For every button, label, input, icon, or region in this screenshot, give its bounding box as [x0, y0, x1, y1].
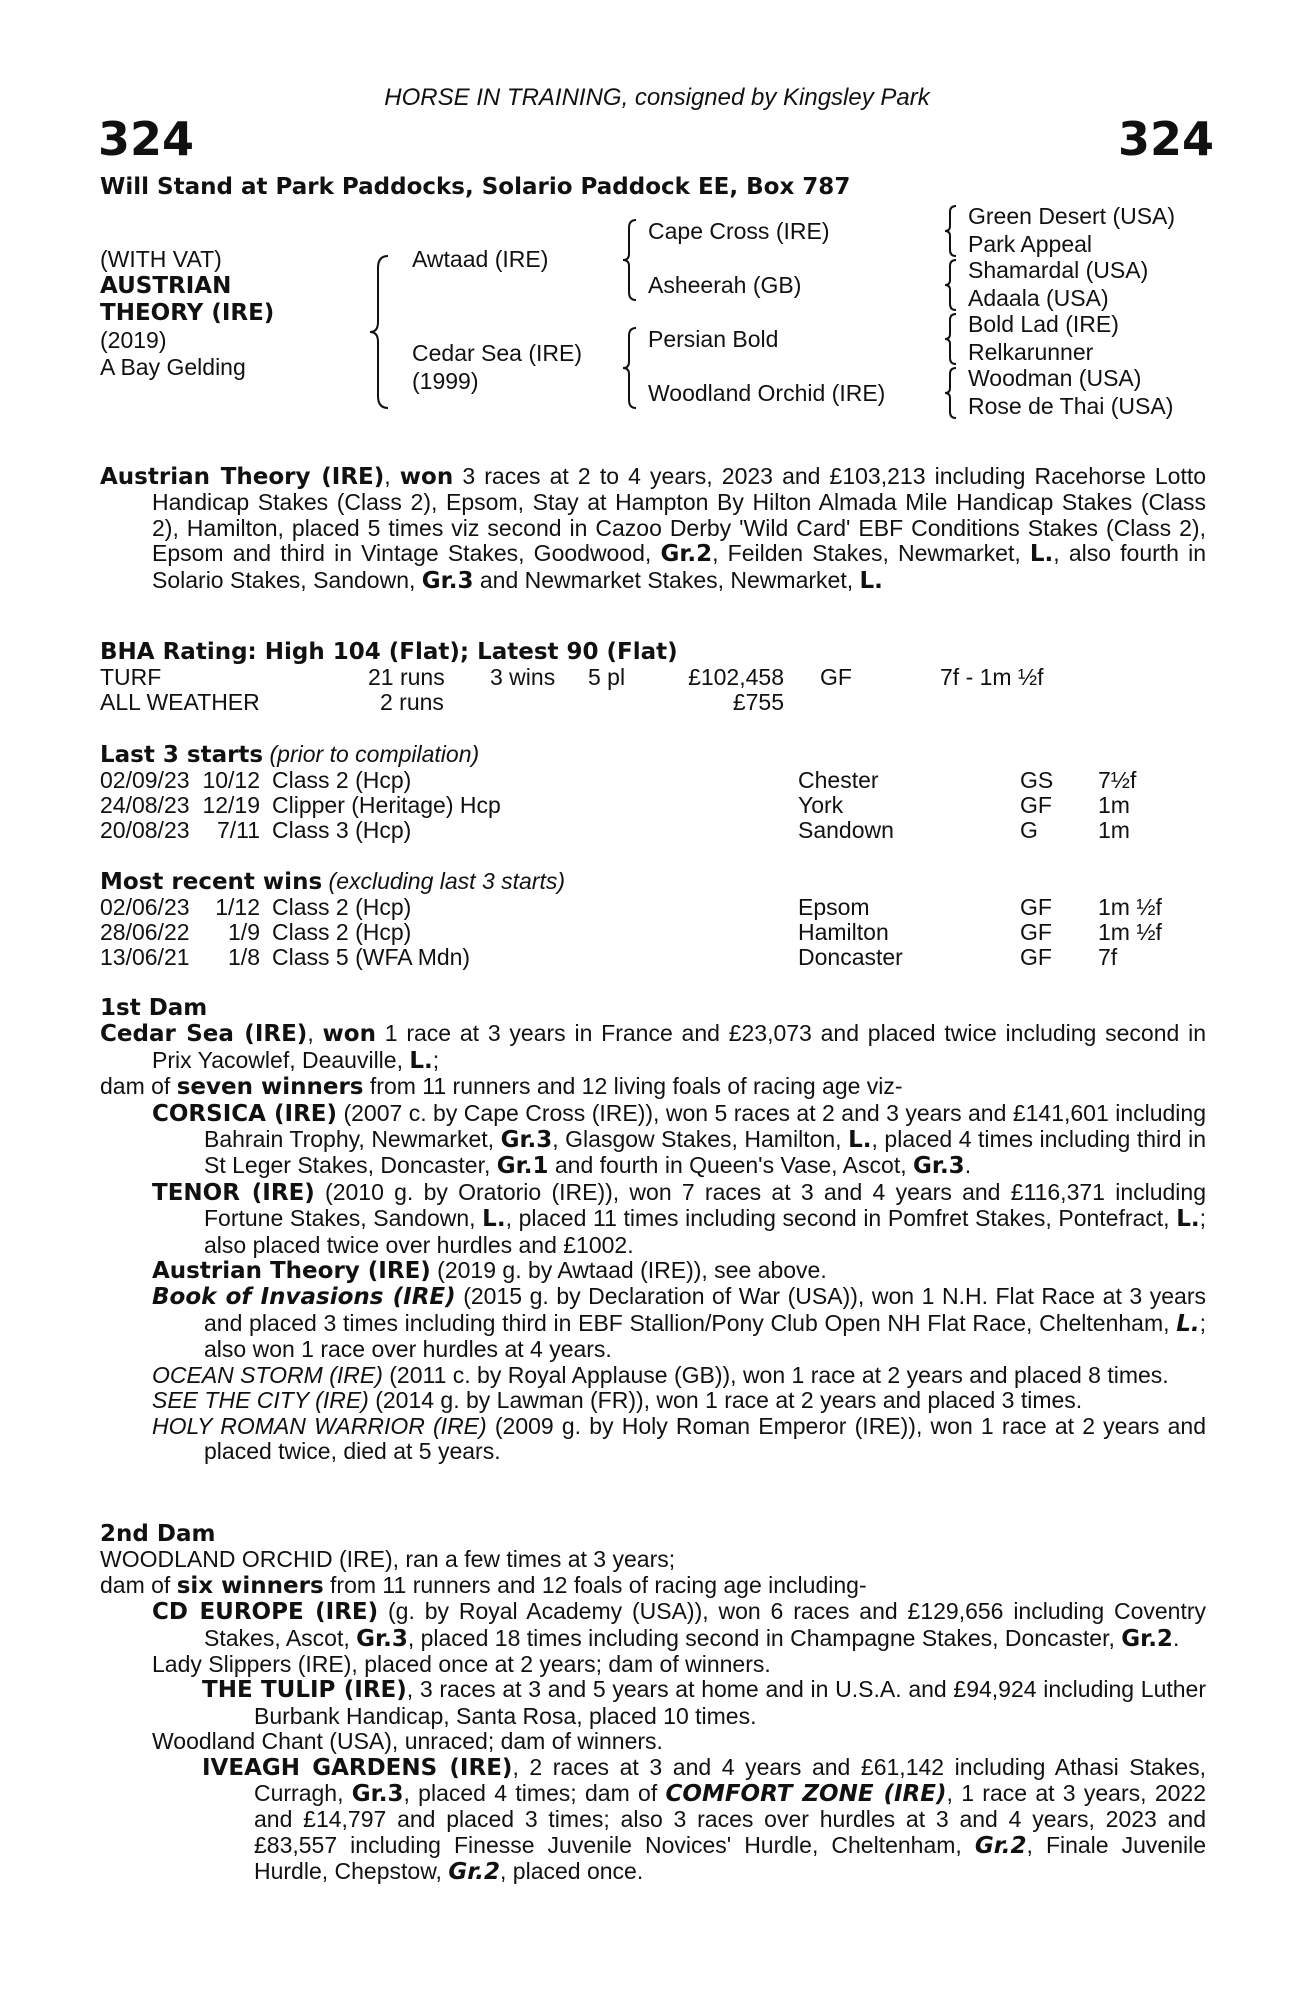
record-text: (2010 g. by Oratorio (IRE)), won 7 races at 3 and 4 years and £116,371 including Fortune Stakes, Sandown, — [204, 1178, 1206, 1232]
second-dam-section — [100, 1522, 1206, 1886]
run-distance: 1m — [1098, 817, 1130, 843]
record-text: dam of — [100, 1571, 177, 1598]
grade-label: Gr.3 — [351, 1781, 404, 1808]
first-dam-section — [100, 996, 1206, 1464]
produce-book-of-invasions — [100, 1284, 1206, 1362]
produce-corsica — [100, 1101, 1206, 1180]
record-text: from 11 runners and 12 foals of racing age including- — [323, 1571, 867, 1598]
run-race: Clipper (Heritage) Hcp — [272, 792, 501, 818]
run-race: Class 2 (Hcp) — [272, 767, 412, 793]
produce-name: IVEAGH GARDENS (IRE) — [202, 1754, 513, 1781]
run-course: Doncaster — [798, 944, 903, 970]
produce-woodland-chant: Woodland Chant (USA), unraced; dam of winners. — [152, 1728, 663, 1755]
produce-name: Austrian Theory (IRE) — [152, 1258, 431, 1285]
rating-placed — [588, 690, 684, 715]
table-row — [100, 920, 1162, 945]
record-text: , 3 races at 3 and 5 years at home and in U.S.A. and £94,924 including Luther Burbank Handicap, Santa Rosa, placed 10 times. — [254, 1676, 1206, 1729]
record-text: , Glasgow Stakes, Hamilton, — [552, 1126, 849, 1153]
listed-label: L. — [409, 1047, 433, 1074]
horse-name-line1: AUSTRIAN — [100, 273, 232, 299]
run-going: G — [1020, 817, 1038, 843]
summary-paragraph: Austrian Theory (IRE), won 3 races at 2 to 4 years, 2023 and £103,213 including Racehorse Lotto Handicap Stakes (Class 2), Epsom, Stay at Hampton By Hilton Almada Mile Handicap Stakes (Class 2), Hamilton, placed 5 times viz second in Cazoo Derby 'Wild Card' EBF Conditions Stakes (Class 2), Epsom and third in Vintage Stakes, Goodwood, Gr.2, Feilden Stakes, Newmarket, L., also fourth in Solario Stakes, Sandown, Gr.3 and Newmarket Stakes, Newmarket, L. — [100, 463, 1207, 594]
produce-name: CD EUROPE (IRE) — [152, 1599, 379, 1626]
second-dam-produce-summary — [100, 1573, 1206, 1599]
produce-name: HOLY ROMAN WARRIOR (IRE) — [152, 1412, 487, 1439]
rating-heading: BHA Rating: High 104 (Flat); Latest 90 (Flat) — [100, 639, 678, 665]
run-date: 20/08/23 — [100, 817, 190, 843]
produce-name: Book of Invasions (IRE) — [152, 1284, 456, 1311]
run-date: 13/06/21 — [100, 944, 190, 970]
rating-placed: 5 pl — [588, 664, 626, 690]
rating-surface: ALL WEATHER — [100, 689, 260, 715]
run-going: GS — [1020, 767, 1054, 793]
catalogue-header: HORSE IN TRAINING, consigned by Kingsley Park — [384, 84, 930, 111]
record-text: (2011 c. by Royal Applause (GB)), won 1 race at 2 years and placed 8 times. — [382, 1361, 1169, 1388]
pedigree-brace-g3-2 — [942, 258, 960, 312]
pedigree-brace-dam — [620, 326, 640, 410]
produce-the-tulip — [100, 1677, 1206, 1729]
record-text: (2009 g. by Holy Roman Emperor (IRE)), won 1 race at 2 years and placed twice, died at 5 years. — [204, 1412, 1206, 1464]
rating-prize: £102,458 — [688, 664, 784, 690]
recent-wins-section — [100, 869, 1162, 970]
run-race: Class 2 (Hcp) — [272, 919, 412, 945]
table-row — [100, 768, 1136, 793]
produce-austrian-theory — [100, 1258, 1206, 1284]
listed-label: L. — [1176, 1206, 1200, 1233]
run-distance: 1m ½f — [1098, 919, 1162, 945]
stand-location: Will Stand at Park Paddocks, Solario Paddock EE, Box 787 — [100, 174, 851, 200]
run-going: GF — [1020, 919, 1052, 945]
run-distance: 7f — [1098, 944, 1118, 970]
produce-holy-roman-warrior — [100, 1414, 1206, 1465]
summary-text: , also fourth in Solario Stakes, Sandown, — [152, 540, 1206, 593]
last-starts-table — [100, 768, 1136, 843]
first-dam-heading: 1st Dam — [100, 995, 208, 1021]
grade-label: Gr.3 — [356, 1625, 408, 1652]
run-race: Class 5 (WFA Mdn) — [272, 944, 471, 970]
run-date: 02/06/23 — [100, 894, 190, 920]
record-text: , 2 races at 3 and 4 years and £61,142 including Athasi Stakes, Curragh, — [254, 1753, 1206, 1807]
lot-number-right: 324 — [1117, 112, 1214, 166]
record-text: 1 race at 3 years in France and £23,073 and placed twice including second in Prix Yacowlef, Deauville, — [152, 1020, 1207, 1073]
pedigree-ddd: Rose de Thai (USA) — [968, 393, 1174, 419]
table-row — [100, 895, 1162, 920]
record-text: ; — [432, 1046, 440, 1073]
run-race: Class 3 (Hcp) — [272, 817, 412, 843]
record-text: , 1 race at 3 years, 2022 and £14,797 and placed 3 times; also 3 races over hurdles at 3 and 4 years, 2023 and £83,557 including Finesse Juvenile Novices' Hurdle, Cheltenham, — [254, 1780, 1206, 1858]
pedigree-brace-g3-1 — [942, 204, 960, 258]
grade-label: Gr.3 — [421, 567, 474, 594]
record-text: and fourth in Queen's Vase, Ascot, — [548, 1152, 913, 1179]
record-text: ; also won 1 race over hurdles at 4 years. — [204, 1309, 1206, 1363]
grade-label: Gr.2 — [974, 1832, 1027, 1859]
produce-name: COMFORT ZONE (IRE) — [665, 1781, 947, 1808]
produce-tenor — [100, 1180, 1206, 1258]
rating-prize: £755 — [732, 689, 784, 715]
pedigree-ssd: Park Appeal — [968, 231, 1093, 257]
run-course: Chester — [798, 767, 879, 793]
rating-going — [784, 690, 940, 715]
second-dam-record: WOODLAND ORCHID (IRE), ran a few times at 3 years; — [100, 1546, 676, 1573]
record-text: , placed 4 times; dam of — [403, 1780, 666, 1807]
winners-count: seven winners — [176, 1074, 364, 1101]
rating-wins — [490, 690, 588, 715]
recent-wins-note: (excluding last 3 starts) — [322, 868, 566, 894]
run-position: 10/12 — [202, 767, 260, 793]
record-text: , placed once. — [500, 1858, 644, 1885]
last-starts-section — [100, 742, 1136, 843]
vat-note: (WITH VAT) — [100, 246, 222, 272]
rating-runs: 2 runs — [380, 689, 444, 715]
produce-name: TENOR (IRE) — [152, 1179, 315, 1206]
pedigree-sire-dam: Asheerah (GB) — [648, 272, 802, 298]
horse-year: (2019) — [100, 327, 167, 353]
run-course: Epsom — [798, 894, 870, 920]
pedigree-brace-g3-3 — [942, 312, 960, 366]
first-dam-won: won — [322, 1021, 376, 1048]
record-text: , placed 4 times including third in St Leger Stakes, Doncaster, — [204, 1126, 1207, 1179]
table-row — [100, 793, 1136, 818]
table-row — [100, 818, 1136, 843]
pedigree-brace-gen1 — [368, 254, 392, 410]
run-going: GF — [1020, 792, 1052, 818]
pedigree-sire: Awtaad (IRE) — [412, 246, 549, 272]
record-text: , Finale Juvenile Hurdle, Chepstow, — [254, 1831, 1207, 1885]
rating-table — [100, 665, 1044, 715]
run-race: Class 2 (Hcp) — [272, 894, 412, 920]
pedigree-dam-dam: Woodland Orchid (IRE) — [648, 380, 886, 406]
grade-label: Gr.1 — [496, 1153, 549, 1180]
run-date: 02/09/23 — [100, 767, 190, 793]
run-course: Hamilton — [798, 919, 889, 945]
listed-label: L. — [848, 1127, 872, 1154]
winners-count: six winners — [176, 1572, 324, 1599]
run-distance: 1m ½f — [1098, 894, 1162, 920]
record-text: . — [964, 1152, 972, 1179]
pedigree-dam: Cedar Sea (IRE) — [412, 340, 583, 366]
grade-label: Gr.3 — [500, 1127, 553, 1154]
produce-lady-slippers: Lady Slippers (IRE), placed once at 2 years; dam of winners. — [152, 1651, 771, 1678]
produce-name: SEE THE CITY (IRE) — [152, 1387, 369, 1414]
pedigree-sdd: Adaala (USA) — [968, 285, 1109, 311]
lot-number-left: 324 — [98, 112, 195, 166]
run-course: Sandown — [798, 817, 894, 843]
run-position: 12/19 — [202, 792, 260, 818]
summary-text: and Newmarket Stakes, Newmarket, — [473, 566, 860, 593]
last-starts-note: (prior to compilation) — [263, 741, 480, 767]
run-course: York — [798, 792, 844, 818]
run-going: GF — [1020, 944, 1052, 970]
run-date: 28/06/22 — [100, 919, 190, 945]
first-dam-produce-summary — [100, 1074, 1206, 1100]
listed-label: L. — [1176, 1310, 1200, 1337]
summary-horse-name: Austrian Theory (IRE) — [100, 464, 385, 490]
summary-text: 3 races at 2 to 4 years, 2023 and £103,213 including Racehorse Lotto Handicap Stakes (Class 2), Epsom, Stay at Hampton By Hilton Almada Mile Handicap Stakes (Class 2), Hamilton, placed 5 times viz second in Cazoo Derby 'Wild Card' EBF Conditions Stakes (Class 2), Epsom and third in Vintage Stakes, Goodwood, — [152, 463, 1207, 567]
horse-description: A Bay Gelding — [100, 354, 246, 380]
rating-wins: 3 wins — [490, 664, 556, 690]
produce-iveagh-gardens — [100, 1755, 1206, 1886]
pedigree-brace-sire — [620, 218, 640, 302]
produce-see-the-city — [100, 1388, 1206, 1413]
run-distance: 7½f — [1098, 767, 1137, 793]
pedigree-sds: Shamardal (USA) — [968, 257, 1149, 283]
horse-name-line2: THEORY (IRE) — [100, 300, 275, 326]
listed-label: L. — [482, 1206, 506, 1233]
record-text: (g. by Royal Academy (USA)), won 6 races and £129,656 including Coventry Stakes, Ascot, — [204, 1598, 1207, 1651]
pedigree-dsd: Relkarunner — [968, 339, 1094, 365]
rating-surface: TURF — [100, 664, 162, 690]
second-dam-heading: 2nd Dam — [100, 1521, 216, 1547]
race-summary — [100, 464, 1206, 594]
produce-name: OCEAN STORM (IRE) — [152, 1361, 383, 1388]
run-date: 24/08/23 — [100, 792, 190, 818]
grade-label: Gr.3 — [913, 1153, 965, 1180]
table-row — [100, 690, 1044, 715]
listed-label: L. — [859, 567, 883, 594]
pedigree-dds: Woodman (USA) — [968, 365, 1142, 391]
record-text: (2015 g. by Declaration of War (USA)), won 1 N.H. Flat Race at 3 years and placed 3 times including third in EBF Stallion/Pony Club Open NH Flat Race, Cheltenham, — [204, 1283, 1206, 1336]
grade-label: Gr.2 — [448, 1859, 501, 1886]
run-position: 1/8 — [228, 944, 260, 970]
produce-cd-europe — [100, 1599, 1206, 1652]
record-text: dam of — [100, 1073, 177, 1100]
pedigree-sss: Green Desert (USA) — [968, 203, 1176, 229]
rating-distance: 7f - 1m ½f — [940, 664, 1044, 690]
run-going: GF — [1020, 894, 1052, 920]
summary-won: won — [399, 464, 454, 490]
rating-going: GF — [820, 664, 852, 690]
pedigree-dss: Bold Lad (IRE) — [968, 311, 1119, 337]
listed-label: L. — [1029, 541, 1054, 568]
record-text: (2019 g. by Awtaad (IRE)), see above. — [430, 1257, 827, 1284]
last-starts-heading: Last 3 starts — [100, 742, 264, 768]
pedigree-brace-g3-4 — [942, 366, 960, 420]
recent-wins-table — [100, 895, 1162, 970]
run-position: 1/9 — [228, 919, 260, 945]
produce-name: THE TULIP (IRE) — [202, 1677, 407, 1704]
record-text: . — [1172, 1624, 1180, 1651]
first-dam-record: Cedar Sea (IRE), won 1 race at 3 years in France and £23,073 and placed twice including second in Prix Yacowlef, Deauville, L.; — [100, 1020, 1207, 1074]
record-text: , placed 11 times including second in Pomfret Stakes, Pontefract, — [505, 1205, 1177, 1232]
rating-distance — [940, 690, 1044, 715]
first-dam-name: Cedar Sea (IRE) — [100, 1021, 308, 1048]
pedigree-dam-sire: Persian Bold — [648, 326, 779, 352]
record-text: , placed 18 times including second in Champagne Stakes, Doncaster, — [407, 1624, 1122, 1651]
rating-runs: 21 runs — [368, 664, 445, 690]
table-row — [100, 665, 1044, 690]
grade-label: Gr.2 — [1121, 1625, 1173, 1652]
run-position: 1/12 — [215, 894, 260, 920]
grade-label: Gr.2 — [660, 541, 713, 568]
record-text: from 11 runners and 12 living foals of racing age viz- — [363, 1073, 903, 1100]
record-text: (2014 g. by Lawman (FR)), won 1 race at 2 years and placed 3 times. — [368, 1387, 1083, 1414]
produce-name: CORSICA (IRE) — [152, 1100, 338, 1127]
produce-ocean-storm — [100, 1363, 1206, 1388]
summary-text: , Feilden Stakes, Newmarket, — [712, 540, 1030, 567]
record-text: (2007 c. by Cape Cross (IRE)), won 5 races at 2 and 3 years and £141,601 including Bahrain Trophy, Newmarket, — [204, 1099, 1206, 1153]
pedigree-sire-sire: Cape Cross (IRE) — [648, 218, 830, 244]
recent-wins-heading: Most recent wins — [100, 869, 323, 895]
run-position: 7/11 — [216, 817, 260, 843]
pedigree-chart — [0, 0, 1314, 420]
run-distance: 1m — [1098, 792, 1130, 818]
record-text: ; also placed twice over hurdles and £1002. — [204, 1205, 1207, 1258]
pedigree-dam-year: (1999) — [412, 368, 479, 394]
rating-section — [100, 640, 1044, 715]
table-row — [100, 945, 1162, 970]
